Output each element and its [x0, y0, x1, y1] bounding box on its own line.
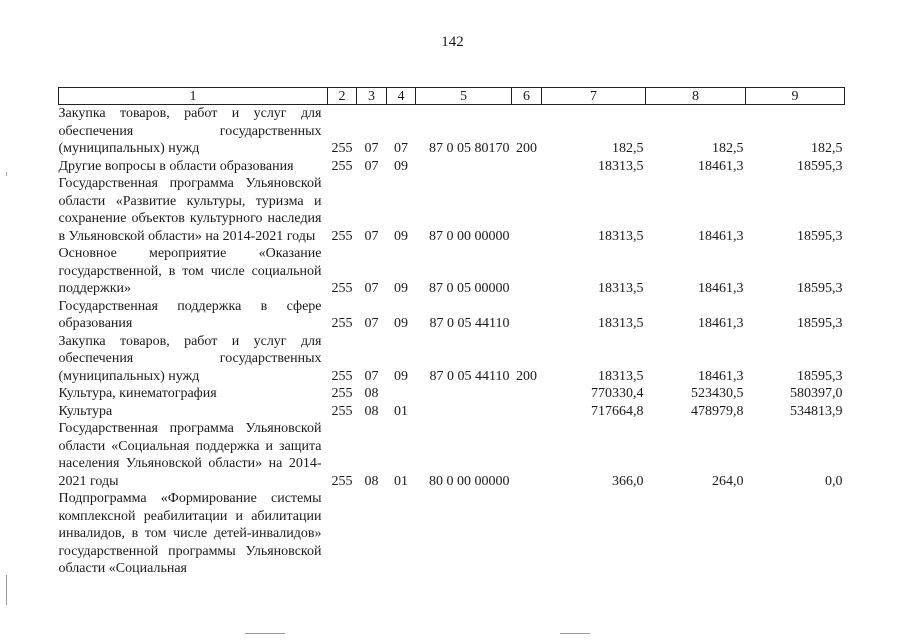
cell-expense-type — [512, 490, 542, 578]
row-name: Государственная программа Ульяновской области «Развитие культуры, туризма и сохранение объектов культурного наследия в Ульяновской области» на 2014-2021 годы — [58, 176, 322, 244]
cell-amount-2: 18461,3 — [698, 368, 744, 384]
cell-subsection: 01 — [394, 403, 408, 419]
row-name: Подпрограмма «Формирование системы комплексной реабилитации и абилитации инвалидов, в том числе детей-инвалидов» государственной программы Ульяновской области «Социальная — [58, 491, 322, 576]
scan-speck — [6, 575, 7, 605]
cell-ministry: 255 — [331, 386, 353, 401]
table-row — [59, 333, 845, 386]
header-col-1: 1 — [59, 88, 328, 105]
cell-amount-1: 18313,5 — [598, 281, 644, 296]
cell-section: 07 — [364, 158, 379, 174]
cell-amount-1: 717664,8 — [591, 403, 644, 419]
cell-target-article: 87 0 05 80170 — [429, 141, 510, 156]
cell-expense-type: 200 — [516, 368, 537, 384]
table-body — [59, 105, 845, 578]
row-name: Культура, кинематография — [58, 386, 217, 401]
cell-amount-3: 18595,3 — [797, 368, 843, 384]
table-row — [59, 175, 845, 245]
table-row — [59, 105, 845, 158]
header-col-7: 7 — [542, 88, 646, 105]
cell-section: 07 — [364, 228, 379, 244]
scan-speck — [245, 633, 285, 634]
cell-amount-1: 18313,5 — [598, 316, 644, 331]
cell-ministry: 255 — [331, 473, 353, 489]
header-row — [59, 88, 845, 105]
header-col-4: 4 — [387, 88, 416, 105]
cell-amount-1: 182,5 — [612, 141, 644, 156]
cell-target-article: 87 0 05 44110 — [429, 316, 510, 331]
table-row — [59, 385, 845, 403]
cell-section: 07 — [364, 316, 379, 331]
cell-target-article: 87 0 05 44110 — [429, 368, 510, 384]
table-row — [59, 245, 845, 298]
cell-expense-type — [512, 403, 542, 421]
cell-subsection: 09 — [394, 281, 408, 296]
cell-amount-2: 18461,3 — [698, 281, 744, 296]
cell-amount-2: 264,0 — [712, 473, 744, 489]
cell-section: 07 — [364, 281, 379, 296]
cell-expense-type — [512, 420, 542, 490]
cell-amount-3: 534813,9 — [790, 403, 843, 419]
row-name: Государственная поддержка в сфере образования — [58, 298, 322, 331]
cell-amount-3: 580397,0 — [790, 386, 843, 401]
cell-section: 08 — [364, 403, 379, 419]
cell-expense-type: 200 — [516, 141, 537, 156]
cell-amount-3: 18595,3 — [797, 281, 843, 296]
table-row — [59, 298, 845, 333]
cell-ministry: 255 — [331, 316, 353, 331]
cell-target-article — [416, 385, 512, 403]
header-col-9: 9 — [746, 88, 845, 105]
cell-ministry: 255 — [331, 158, 353, 174]
cell-ministry: 255 — [331, 228, 353, 244]
cell-expense-type — [512, 158, 542, 176]
cell-subsection: 01 — [394, 473, 408, 489]
header-col-6: 6 — [512, 88, 542, 105]
cell-amount-1: 18313,5 — [598, 368, 644, 384]
cell-target-article — [416, 403, 512, 421]
table-header — [59, 88, 845, 105]
cell-section: 07 — [364, 141, 379, 156]
cell-ministry: 255 — [331, 141, 353, 156]
cell-target-article — [416, 490, 512, 578]
cell-section — [357, 490, 387, 578]
scan-speck — [560, 633, 590, 634]
cell-amount-3: 18595,3 — [797, 316, 843, 331]
row-name: Другие вопросы в области образования — [58, 158, 294, 174]
cell-amount-1 — [542, 490, 646, 578]
cell-amount-2: 18461,3 — [698, 228, 744, 244]
scan-speck — [6, 172, 7, 176]
cell-section: 07 — [364, 368, 379, 384]
row-name: Государственная программа Ульяновской области «Социальная поддержка и защита населения Ульяновской области» на 2014-2021 годы — [58, 421, 322, 489]
row-name: Культура — [58, 403, 113, 419]
cell-expense-type — [512, 245, 542, 298]
cell-subsection: 09 — [394, 368, 408, 384]
cell-subsection — [387, 490, 416, 578]
budget-table — [58, 87, 845, 578]
cell-amount-2 — [646, 490, 746, 578]
cell-amount-3: 0,0 — [825, 473, 843, 489]
header-col-5: 5 — [416, 88, 512, 105]
cell-target-article: 80 0 00 00000 — [429, 473, 510, 489]
cell-amount-3: 18595,3 — [797, 228, 843, 244]
cell-ministry — [328, 490, 357, 578]
cell-target-article: 87 0 00 00000 — [429, 228, 510, 244]
row-name: Закупка товаров, работ и услуг для обеспечения государственных (муниципальных) нужд — [58, 106, 322, 156]
cell-expense-type — [512, 175, 542, 245]
header-col-3: 3 — [357, 88, 387, 105]
cell-expense-type — [512, 385, 542, 403]
cell-amount-1: 366,0 — [612, 473, 644, 489]
cell-section: 08 — [364, 473, 379, 489]
cell-amount-2: 523430,5 — [691, 386, 744, 401]
page-number: 142 — [441, 34, 464, 50]
table-row — [59, 490, 845, 578]
cell-amount-1: 18313,5 — [598, 158, 644, 174]
cell-subsection: 07 — [394, 141, 408, 156]
table-row — [59, 403, 845, 421]
cell-amount-2: 18461,3 — [698, 158, 744, 174]
cell-expense-type — [512, 298, 542, 333]
cell-amount-3 — [746, 490, 845, 578]
row-name: Закупка товаров, работ и услуг для обеспечения государственных (муниципальных) нужд — [58, 333, 322, 384]
cell-target-article — [416, 158, 512, 176]
cell-ministry: 255 — [331, 403, 353, 419]
cell-subsection: 09 — [394, 158, 408, 174]
table-row — [59, 420, 845, 490]
cell-ministry: 255 — [331, 368, 353, 384]
cell-amount-2: 18461,3 — [698, 316, 744, 331]
cell-target-article: 87 0 05 00000 — [429, 281, 510, 296]
cell-subsection: 09 — [394, 316, 408, 331]
header-col-8: 8 — [646, 88, 746, 105]
header-col-2: 2 — [328, 88, 357, 105]
row-name: Основное мероприятие «Оказание государственной, в том числе социальной поддержки» — [58, 246, 322, 296]
cell-amount-3: 18595,3 — [797, 158, 843, 174]
table-row — [59, 158, 845, 176]
cell-subsection — [387, 385, 416, 403]
cell-section: 08 — [364, 386, 379, 401]
cell-amount-1: 18313,5 — [598, 228, 644, 244]
cell-amount-1: 770330,4 — [591, 386, 644, 401]
cell-ministry: 255 — [331, 281, 353, 296]
cell-amount-2: 478979,8 — [691, 403, 744, 419]
cell-subsection: 09 — [394, 228, 408, 244]
cell-amount-2: 182,5 — [712, 141, 744, 156]
cell-amount-3: 182,5 — [811, 141, 843, 156]
